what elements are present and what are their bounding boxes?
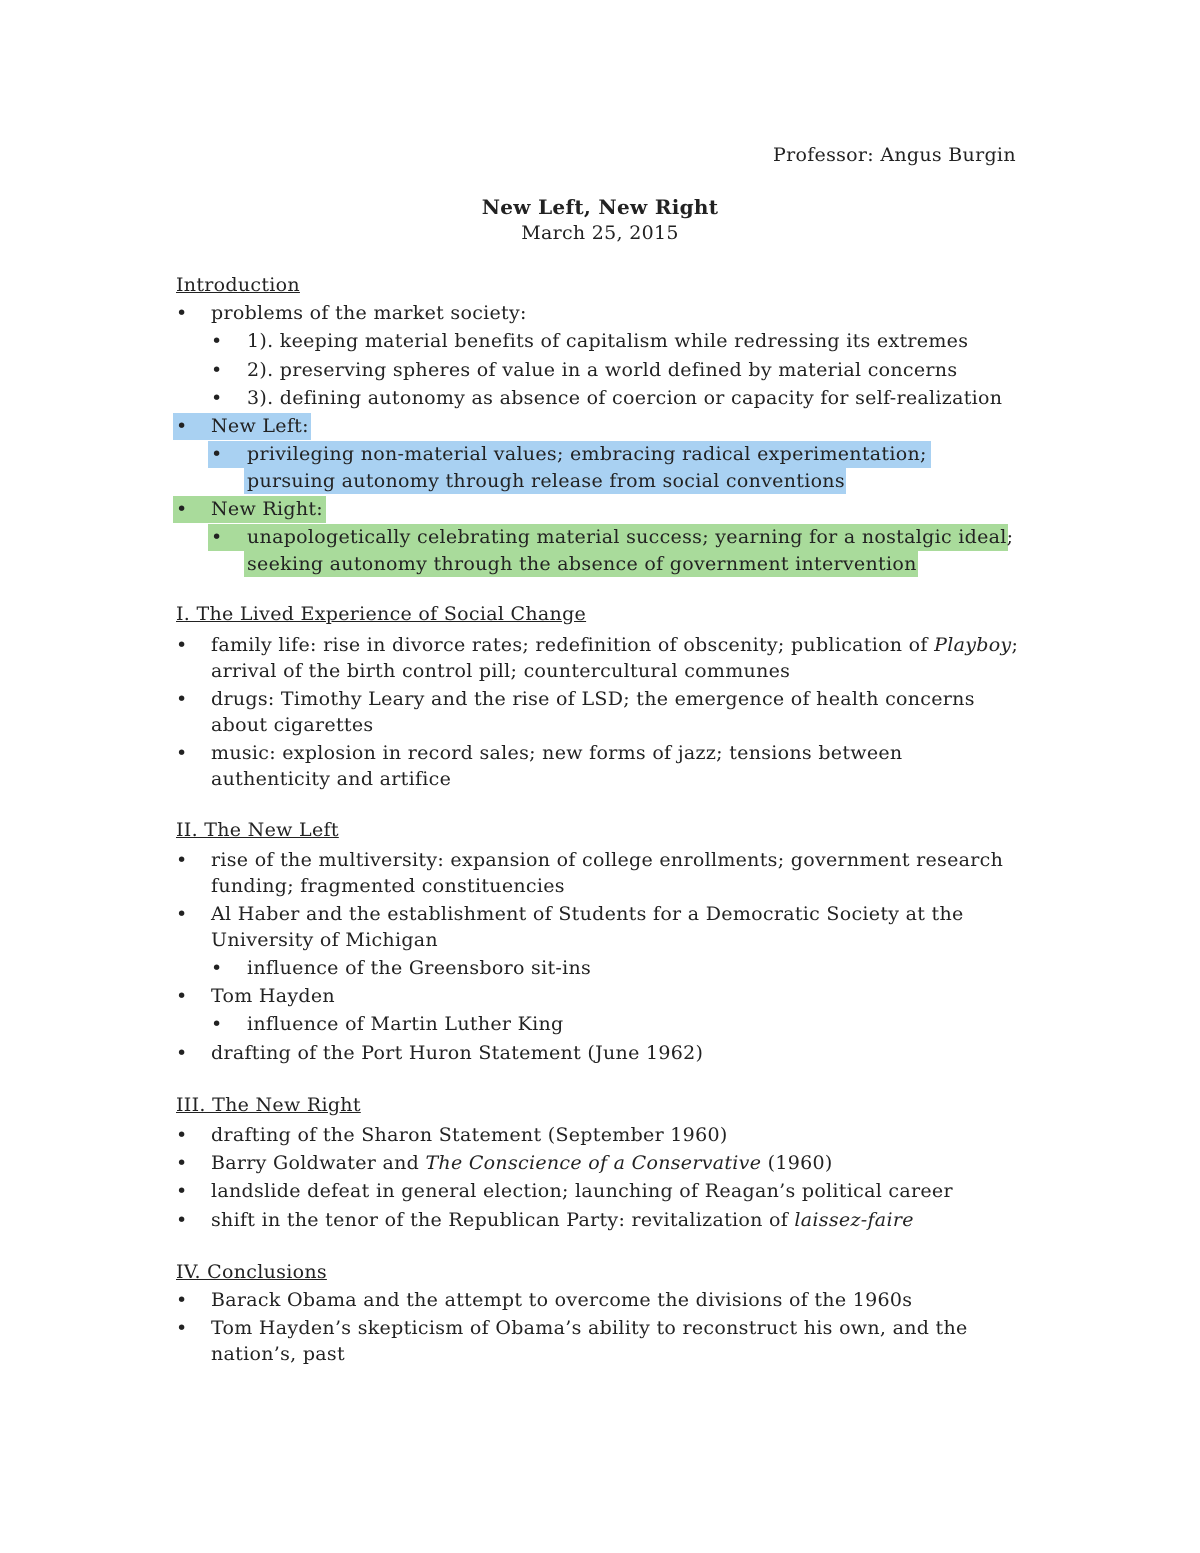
intro-heading: Introduction <box>176 274 300 296</box>
intro-subitem-1: 1). keeping material benefits of capitalism while redressing its extremes <box>247 330 969 352</box>
obama-item: Barack Obama and the attempt to overcome the divisions of the 1960s <box>211 1289 913 1311</box>
haber-line1: Al Haber and the establishment of Students for a Democratic Society at the <box>211 903 964 925</box>
sharon-item: drafting of the Sharon Statement (September 1960) <box>211 1124 728 1146</box>
hayden-item: Tom Hayden <box>211 985 335 1007</box>
hayden-skepticism-line1: Tom Hayden’s skepticism of Obama’s ability to reconstruct his own, and the <box>211 1317 968 1339</box>
bullet: • <box>211 526 223 548</box>
multiversity-line2: funding; fragmented constituencies <box>211 875 565 897</box>
bullet: • <box>211 330 223 352</box>
document-title: New Left, New Right <box>481 195 719 219</box>
intro-subitem-3: 3). defining autonomy as absence of coercion or capacity for self-realization <box>247 387 1003 409</box>
intro-item-problems: problems of the market society: <box>211 302 527 324</box>
bullet: • <box>211 387 223 409</box>
new-left-text-line1: privileging non-material values; embracing radical experimentation; <box>247 443 927 465</box>
multiversity-line1: rise of the multiversity: expansion of college enrollments; government research <box>211 849 1004 871</box>
bullet: • <box>176 1289 188 1311</box>
bullet: • <box>176 634 188 656</box>
bullet: • <box>176 849 188 871</box>
goldwater-item: Barry Goldwater and The Conscience of a Conservative (1960) <box>211 1152 833 1174</box>
new-right-label: New Right: <box>211 498 323 520</box>
section-2-heading: II. The New Left <box>176 819 339 841</box>
bullet: • <box>176 302 188 324</box>
haber-line2: University of Michigan <box>211 929 438 951</box>
bullet: • <box>176 1209 188 1231</box>
new-left-label: New Left: <box>211 415 309 437</box>
professor-line: Professor: Angus Burgin <box>773 144 1016 166</box>
drugs-line2: about cigarettes <box>211 714 374 736</box>
new-left-text-line2: pursuing autonomy through release from social conventions <box>247 470 845 492</box>
document-date: March 25, 2015 <box>521 222 679 244</box>
bullet: • <box>176 415 188 437</box>
drugs-line1: drugs: Timothy Leary and the rise of LSD; the emergence of health concerns <box>211 688 975 710</box>
shift-item: shift in the tenor of the Republican Party: revitalization of laissez-faire <box>211 1209 914 1231</box>
bullet: • <box>176 1180 188 1202</box>
family-life-line2: arrival of the birth control pill; countercultural communes <box>211 660 791 682</box>
bullet: • <box>176 688 188 710</box>
bullet: • <box>176 1042 188 1064</box>
bullet: • <box>176 1152 188 1174</box>
bullet: • <box>176 903 188 925</box>
bullet: • <box>211 957 223 979</box>
bullet: • <box>176 985 188 1007</box>
intro-subitem-2: 2). preserving spheres of value in a world defined by material concerns <box>247 359 958 381</box>
bullet: • <box>176 742 188 764</box>
section-4-heading: IV. Conclusions <box>176 1261 327 1283</box>
greensboro-subitem: influence of the Greensboro sit-ins <box>247 957 592 979</box>
bullet: • <box>211 443 223 465</box>
section-3-heading: III. The New Right <box>176 1094 361 1116</box>
section-1-heading: I. The Lived Experience of Social Change <box>176 603 587 625</box>
bullet: • <box>176 1317 188 1339</box>
music-line1: music: explosion in record sales; new forms of jazz; tensions between <box>211 742 903 764</box>
bullet: • <box>211 1013 223 1035</box>
bullet: • <box>176 498 188 520</box>
music-line2: authenticity and artifice <box>211 768 452 790</box>
mlk-subitem: influence of Martin Luther King <box>247 1013 564 1035</box>
new-right-text-line1: unapologetically celebrating material success; yearning for a nostalgic ideal; <box>247 526 1014 548</box>
bullet: • <box>176 1124 188 1146</box>
new-right-text-line2: seeking autonomy through the absence of government intervention <box>247 553 917 575</box>
bullet: • <box>211 359 223 381</box>
port-huron-item: drafting of the Port Huron Statement (June 1962) <box>211 1042 704 1064</box>
landslide-item: landslide defeat in general election; launching of Reagan’s political career <box>211 1180 953 1202</box>
hayden-skepticism-line2: nation’s, past <box>211 1343 345 1365</box>
family-life-line1: family life: rise in divorce rates; redefinition of obscenity; publication of Playboy; <box>211 634 1019 656</box>
